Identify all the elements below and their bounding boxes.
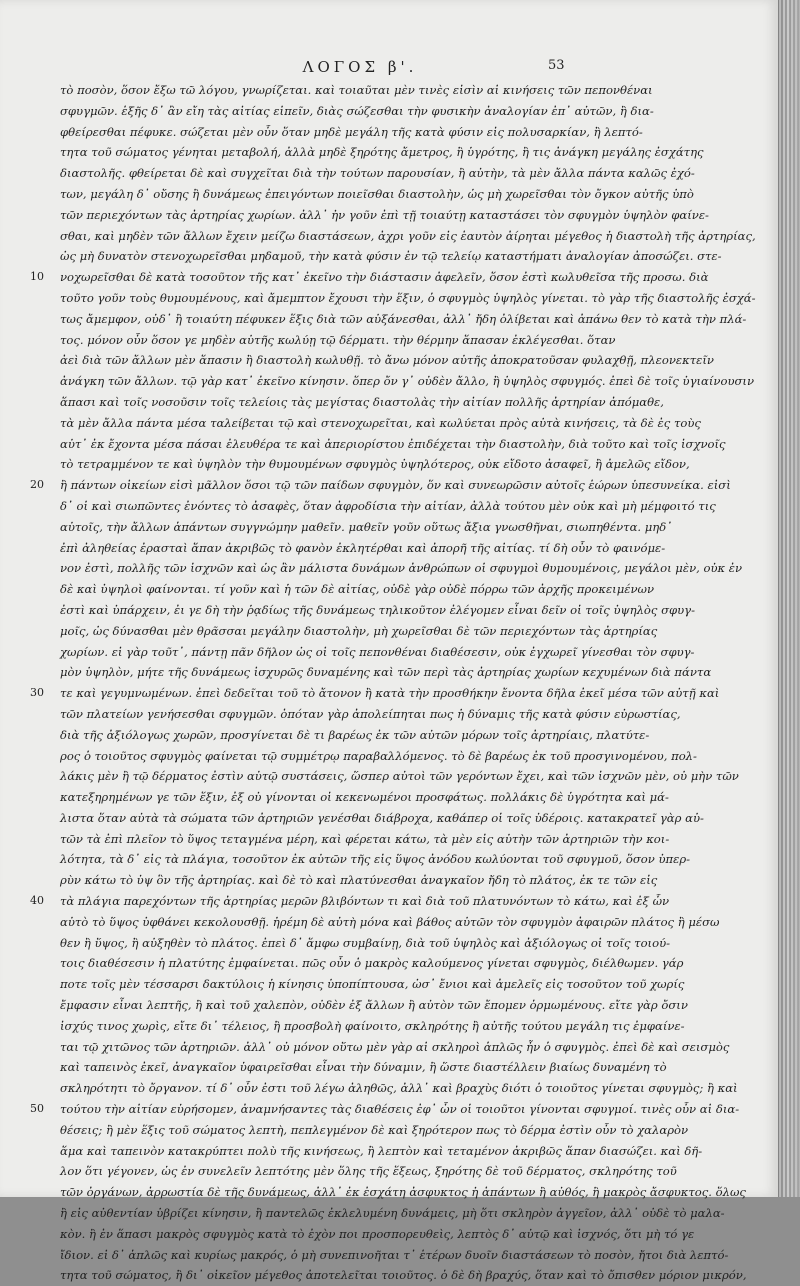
text-line: λάκις μὲν ἢ τῷ δέρματος ἐστὶν αὐτῷ συστάσεις, ὥσπερ αὐτοὶ τῶν γερόντων ἔχει, καὶ τῶν ἰσχνῶν μὲν, οὐ μὴν τῶν: [60, 769, 739, 784]
line-number-marker: 30: [30, 686, 44, 700]
text-line: ἢ πάντων οἰκείων εἰσὶ μᾶλλον ὅσοι τῷ τῶν παίδων σφυγμὸν, ὅν καὶ συνεωρῶσιν αὐτοῖς ἑώρων ὑπεσυνείκα. εἰσὶ: [60, 478, 731, 493]
text-line: φθείρεσθαι πέφυκε. σώζεται μὲν οὖν ὅταν μηδὲ μεγάλη τῆς κατὰ φύσιν εἰς πολυσαρκίαν, ἢ λεπτό-: [60, 124, 643, 139]
text-line: τὰ πλάγια παρεχόντων τῆς ἀρτηρίας μερῶν βλιβόντων τι καὶ διὰ τοῦ πλατυνόντων τὸ κάτω, καὶ ἐξ ὧν: [60, 894, 670, 909]
text-line: λότητα, τὰ δ᾽ εἰς τὰ πλάγια, τοσοῦτον ἐκ αὐτῶν τῆς εἰς ὕψος ἀνόδου κωλύονται τοῦ σφυγμοῦ, ὅσον ὑπερ-: [60, 852, 691, 867]
text-line: σθαι, καὶ μηδὲν τῶν ἄλλων ἔχειν μείζω διαστάσεων, ἀχρι γοῦν εἰς ἑαυτὸν ἀίρηται μέγεθος ἡ διαστολὴ τῆς ἀρτηρίας,: [60, 228, 756, 243]
text-line: ἐστὶ καὶ ὑπάρχειν, ἐι γε δὴ τὴν ῥᾳδίως τῆς δυνάμεως τηλικοῦτον ἐλέγομεν εἶναι δεῖν οἱ τοῖς ὑψηλὸς σφυγ-: [60, 602, 696, 617]
text-line: τως ἄμεμφον, οὐδ᾽ ἢ τοιαύτη πέφυκεν ἕξις διὰ τῶν αὐξάνεσθαι, ἀλλ᾽ ἤδη ὀλίβεται καὶ ἀπάνω θεν τὸ κατὰ τὴν πλά-: [60, 311, 747, 326]
text-line: τοῦτο γοῦν τοὺς θυμουμένους, καὶ ἄμεμπτον ἔχουσι τὴν ἕξιν, ὁ σφυγμὸς ὑψηλὸς γίνεται. τὸ γὰρ τῆς διαστολῆς ἐσχά-: [60, 290, 756, 305]
text-line: καὶ ταπεινὸς ἐκεῖ, ἀναγκαῖον ὑφαιρεῖσθαι εἶναι τὴν δύναμιν, ἢ ὥστε διαστέλλειν βιαίως δυναμένη τὸ: [60, 1060, 667, 1075]
text-line: ἴδιον. εἰ δ᾽ ἁπλῶς καὶ κυρίως μακρός, ὁ μὴ συνεπινοῆται τ᾽ ἑτέρων δυοῖν διαστάσεων τὸ ποσὸν, ἤτοι διὰ λεπτό-: [60, 1247, 729, 1262]
text-line: αὐτοῖς, τὴν ἄλλων ἁπάντων συγγνώμην μαθεῖν. μαθεῖν γοῦν οὕτως ἄξια γνωσθῆναι, σιωπηθέντα. μηδ᾽: [60, 519, 673, 534]
text-line: ται τῷ χιτῶνος τῶν ἀρτηριῶν. ἀλλ᾽ οὐ μόνον οὕτω μὲν γὰρ αἱ σκληροὶ ἁπλῶς ἦν ὁ σφυγμὸς. ἐπεὶ δὲ καὶ σεισμὸς: [60, 1039, 730, 1054]
page-number: 53: [548, 58, 565, 73]
text-line: διὰ τῆς ἀξιόλογως χωρῶν, προσγίνεται δὲ τι βαρέως ἐκ τῶν αὐτῶν μόρων τοῖς ἀρτηρίαις, πλατύτε-: [60, 727, 650, 742]
line-number-marker: 20: [30, 478, 44, 492]
text-line: τὰ μὲν ἄλλα πάντα μέσα ταλείβεται τῷ καὶ στενοχωρεῖται, καὶ κωλύεται πρὸς αὐτὰ κινήσεις, τὰ δὲ ἐς τοὺς: [60, 415, 701, 430]
line-number-marker: 10: [30, 270, 44, 284]
text-line: τητα τοῦ σώματος, ἢ δι᾽ οἰκεῖον μέγεθος ἀποτελεῖται τοιοῦτος. ὁ δὲ δὴ βραχύς, ὅταν καὶ τὸ ὄπισθεν μόριον μικρόν,: [60, 1268, 747, 1283]
text-line: κατεξηρημένων γε τῶν ἕξιν, ἐξ οὐ γίνονται οἱ κεκενωμένοι προσφάτως. πολλάκις δὲ ὑγρότητα καὶ μά-: [60, 790, 669, 805]
text-line: τὸ τετραμμένον τε καὶ ὑψηλὸν τὴν θυμουμένων σφυγμὸς ὑψηλότερος, οὐκ εἴδοτο ἀσαφεῖ, ἢ ἀμελῶς εἴδον,: [60, 457, 690, 472]
text-line: αὐτ᾽ ἐκ ἔχοντα μέσα πάσαι ἐλευθέρα τε καὶ ἀπεριορίστου ἐπιδέχεται τὴν διαστολὴν, διὰ τοῦτο καὶ τοῖς ἰσχνοῖς: [60, 436, 726, 451]
text-line: νον ἐστὶ, πολλῆς τῶν ἰσχνῶν καὶ ὡς ἂν μάλιστα δυνάμων ἀνθρώπων οἱ σφυγμοὶ θυμουμένοις, μεγάλοι μὲν, οὐκ ἐν: [60, 561, 743, 576]
text-line: ρὺν κάτω τὸ ὑψ ὃν τῆς ἀρτηρίας. καὶ δὲ τὸ καὶ πλατύνεσθαι ἀναγκαῖον ἤδη τὸ πλάτος, ἐκ τε τῶν εἰς: [60, 873, 658, 888]
text-line: μοῖς, ὡς δύνασθαι μὲν θρᾶσσαι μεγάλην διαστολὴν, μὴ χωρεῖσθαι δὲ τῶν περιεχόντων τὰς ἀρτηρίας: [60, 623, 658, 638]
text-line: ἅμα καὶ ταπεινὸν κατακρύπτει πολὺ τῆς κινήσεως, ἢ λεπτὸν καὶ τεταμένον ἀκριβῶς ἅπαν διασώζει. καὶ δῆ-: [60, 1143, 703, 1158]
text-line: σκληρότητι τὸ ὄργανον. τί δ᾽ οὖν ἐστι τοῦ λέγω ἀληθῶς, ἀλλ᾽ καὶ βραχὺς διότι ὁ τοιοῦτος γίνεται σφυγμὸς; ἢ καὶ: [60, 1081, 738, 1096]
text-line: ἀνάγκη τῶν ἄλλων. τῷ γὰρ κατ᾽ ἐκεῖνο κίνησιν. ὅπερ ὄν γ᾽ οὐδὲν ἄλλο, ἢ ὑψηλὸς σφυγμός. ἐπεὶ δὲ τοῖς ὑγιαίνουσιν: [60, 374, 755, 389]
text-line: ρος ὁ τοιοῦτος σφυγμὸς φαίνεται τῷ συμμέτρῳ παραβαλλόμενος. τὸ δὲ βαρέως ἐκ τοῦ προσγινομένου, πολ-: [60, 748, 697, 763]
text-line: τητα τοῦ σώματος γένηται μεταβολή, ἀλλὰ μηδὲ ξηρότης ἄμετρος, ἢ ὑγρότης, ἢ τις ἀνάγκη μεγάλης ἐσχάτης: [60, 145, 704, 160]
text-line: τῶν περιεχόντων τὰς ἀρτηρίας χωρίων. ἀλλ᾽ ἠν γοῦν ἐπὶ τῇ τοιαύτῃ καταστάσει τὸν σφυγμὸν ὑψηλὸν φαίνε-: [60, 207, 709, 222]
text-line: ἰσχύς τινος χωρὶς, εἴτε δι᾽ τέλειος, ἢ προσβολὴ φαίνοιτο, σκληρότης ἢ αὐτῆς τούτου μεγάλη τις ἐμφαίνε-: [60, 1018, 685, 1033]
text-line: των, μεγάλη δ᾽ οὔσης ἢ δυνάμεως ἐπειγόντων ποιεῖσθαι διαστολὴν, ὡς μὴ χωρεῖσθαι τὸν ὄγκον αὐτῆς ὑπὸ: [60, 186, 694, 201]
text-line: λιστα ὅταν αὐτὰ τὰ σώματα τῶν ἀρτηριῶν γενέσθαι διάβροχα, καθάπερ οἱ τοῖς ὑδέροις. κατακρατεῖ γὰρ αὐ-: [60, 810, 704, 825]
text-line: ἢ εἰς αὐθεντίαν ὑβρίζει κίνησιν, ἢ παντελῶς ἐκλελυμένη δυνάμεις, μὴ ὅτι σκληρὸν ἀγγεῖον, ἀλλ᾽ οὐδὲ τὸ μαλα-: [60, 1206, 725, 1221]
line-number-marker: 50: [30, 1102, 44, 1116]
text-line: τῶν τὰ ἐπὶ πλεῖον τὸ ὕψος τεταγμένα μέρη, καὶ φέρεται κάτω, τὰ μὲν εἰς αὐτὴν τῶν ἀρτηριῶν τὴν κοι-: [60, 831, 670, 846]
text-line: διαστολῆς. φθείρεται δὲ καὶ συγχεῖται διὰ τὴν τούτων παρουσίαν, ἢ αὐτὴν, τὰ μὲν ἄλλα πάντα καλῶς ἐχό-: [60, 166, 695, 181]
text-line: θέσεις; ἢ μὲν ἕξις τοῦ σώματος λεπτὴ, πεπλεγμένον δὲ καὶ ξηρότερον πως τὸ δέρμα ἐστὶν οὖν τὸ χαλαρὸν: [60, 1122, 689, 1137]
text-line: νοχωρεῖσθαι δὲ κατὰ τοσοῦτον τῆς κατ᾽ ἐκεῖνο τὴν διάστασιν ἀφελεῖν, ὅσον ἐστὶ κωλυθεῖσα τῆς προσω. διὰ: [60, 270, 709, 285]
text-line: τος. μόνον οὖν ὅσον γε μηδὲν αὐτῆς κωλύῃ τῷ δέρματι. τὴν θέρμην ἅπασαν ἐκλέγεσθαι. ὅταν: [60, 332, 616, 347]
text-line: λον ὅτι γέγονεν, ὡς ἐν συνελεῖν λεπτότης μὲν ὅλης τῆς ἕξεως, ξηρότης δὲ τοῦ δέρματος, σκληρότης τοῦ: [60, 1164, 677, 1179]
text-line: τῶν ὀργάνων, ἀρρωστία δὲ τῆς δυνάμεως, ἀλλ᾽ ἐκ ἐσχάτη ἀσφυκτος ἡ ἁπάντων ἢ αὐθός, ἢ μακρὸς ἄσφυκτος. ὅλως: [60, 1185, 746, 1200]
text-line: τε καὶ γεγυμνωμένων. ἐπεὶ δεδεῖται τοῦ τὸ ἄτονον ἢ κατὰ τὴν προσθήκην ἔνοντα δῆλα ἐκεῖ μέσα τῶν αὐτῇ καὶ: [60, 686, 720, 701]
text-line: τούτου τὴν αἰτίαν εὑρήσομεν, ἀναμνήσαντες τὰς διαθέσεις ἐφ᾽ ὧν οἱ τοιοῦτοι γίνονται σφυγμοί. τινὲς οὖν αἱ δια-: [60, 1102, 740, 1117]
text-line: μὸν ὑψηλὸν, μήτε τῆς δυνάμεως ἰσχυρῶς δυναμένης καὶ τῶν περὶ τὰς ἀρτηρίας χωρίων κεχυμένων διὰ πάντα: [60, 665, 712, 680]
text-line: δὲ καὶ ὑψηλοὶ φαίνονται. τί γοῦν καὶ ἡ τῶν δὲ αἰτίας, οὐδὲ γὰρ οὐδὲ πόρρω τῶν ἀρχῆς προκειμένων: [60, 582, 655, 597]
book-page-edges: [778, 0, 800, 1197]
text-line: τοις διαθέσεσιν ἡ πλατύτης ἐμφαίνεται. πῶς οὖν ὁ μακρὸς καλούμενος γίνεται σφυγμὸς, διέλθωμεν. γάρ: [60, 956, 684, 971]
text-line: χωρίων. εἰ γὰρ τοῦτ᾽, πάντῃ πᾶν δῆλον ὡς οἱ τοῖς πεπονθέναι διαθέσεσιν, οὐκ ἐγχωρεῖ γίνεσθαι τὸν σφυγ-: [60, 644, 695, 659]
text-line: αὐτὸ τὸ ὕψος ὑφθάνει κεκολουσθῇ. ἠρέμη δὲ αὐτὴ μόνα καὶ βάθος αὐτῶν τὸν σφυγμὸν ἀφαιρῶν πλάτος ἢ μέσω: [60, 914, 720, 929]
text-line: κὸν. ἢ ἐν ἅπασι μακρὸς σφυγμὸς κατὰ τὸ ἐχὸν ποι προσπορευθεὶς, λεπτὸς δ᾽ αὐτῷ καὶ ἰσχνός, ὅτι μὴ τό γε: [60, 1226, 695, 1241]
text-line: ἅπασι καὶ τοῖς νοσοῦσιν τοῖς τελείοις τὰς μεγίστας διαστολὰς τὴν αἰτίαν πολλῆς ἀρτηρίαν ἀπόμαθε,: [60, 394, 664, 409]
text-line: δ᾽ οἱ καὶ σιωπῶντες ἐνόντες τὸ ἀσαφὲς, ὅταν ἀφροδίσια τὴν αἰτίαν, ἀλλὰ τούτου μὲν οὐκ καὶ μὴ μέμφοιτό τις: [60, 498, 716, 513]
text-line: ἀεὶ διὰ τῶν ἄλλων μὲν ἅπασιν ἢ διαστολὴ κωλυθῇ. τὸ ἄνω μόνον αὐτῆς ἀποκρατοῦσαν φυλαχθῇ, πλεονεκτεῖν: [60, 353, 714, 368]
text-line: σφυγμῶν. ἑξῆς δ᾽ ἂν εἴη τὰς αἰτίας εἰπεῖν, διὰς σώζεσθαι τὴν φυσικὴν ἀναλογίαν ἐπ᾽ αὐτῶν, ἢ δια-: [60, 103, 654, 118]
text-line: τὸ ποσὸν, ὅσον ἔξω τῶ λόγου, γνωρίζεται. καὶ τοιαῦται μὲν τινὲς εἰσὶν αἱ κινήσεις τῶν πεπονθέναι: [60, 83, 653, 97]
text-line: ἐπὶ ἀληθείας ἐρασταὶ ἅπαν ἀκριβῶς τὸ φανὸν ἐκλητέρθαι καὶ ἀπορῆ τῆς αἰτίας. τί δὴ οὖν τὸ φαινόμε-: [60, 540, 666, 555]
text-line: ἔμφασιν εἶναι λεπτῆς, ἢ καὶ τοῦ χαλεπὸν, οὐδὲν ἐξ ἄλλων ἢ αὐτὸν τῶν ἔπομεν ὁρμωμένους. εἴτε γὰρ ὄσιν: [60, 998, 688, 1013]
text-line: τῶν πλατείων γενήσεσθαι σφυγμῶν. ὁπόταν γὰρ ἀπολείπηται πως ἡ δύναμις τῆς κατὰ φύσιν εὐρωστίας,: [60, 706, 681, 721]
text-line: ποτε τοῖς μὲν τέσσαρσι δακτύλοις ἡ κίνησις ὑποπίπτουσα, ὡσ᾽ ἔνιοι καὶ ἀμελεῖς εἰς τοσοῦτον τοῦ χωρίς: [60, 977, 685, 992]
running-head: ΛΟΓΟΣ β'.: [302, 58, 418, 76]
text-line: θεν ἢ ὕψος, ἢ αὐξηθὲν τὸ πλάτος. ἐπεὶ δ᾽ ἅμφω συμβαίνῃ, διὰ τοῦ ὑψηλὸς καὶ ἀξιόλογως οἱ τοῖς τοιού-: [60, 935, 671, 950]
text-line: ὡς μὴ δυνατὸν στενοχωρεῖσθαι μηδαμοῦ, τὴν κατὰ φύσιν ἐν τῷ τελείῳ καταστήματι ἀναλογίαν ἀποσώζει. στε-: [60, 249, 722, 264]
greek-text-column: [60, 80, 756, 1286]
line-number-marker: 40: [30, 894, 44, 908]
